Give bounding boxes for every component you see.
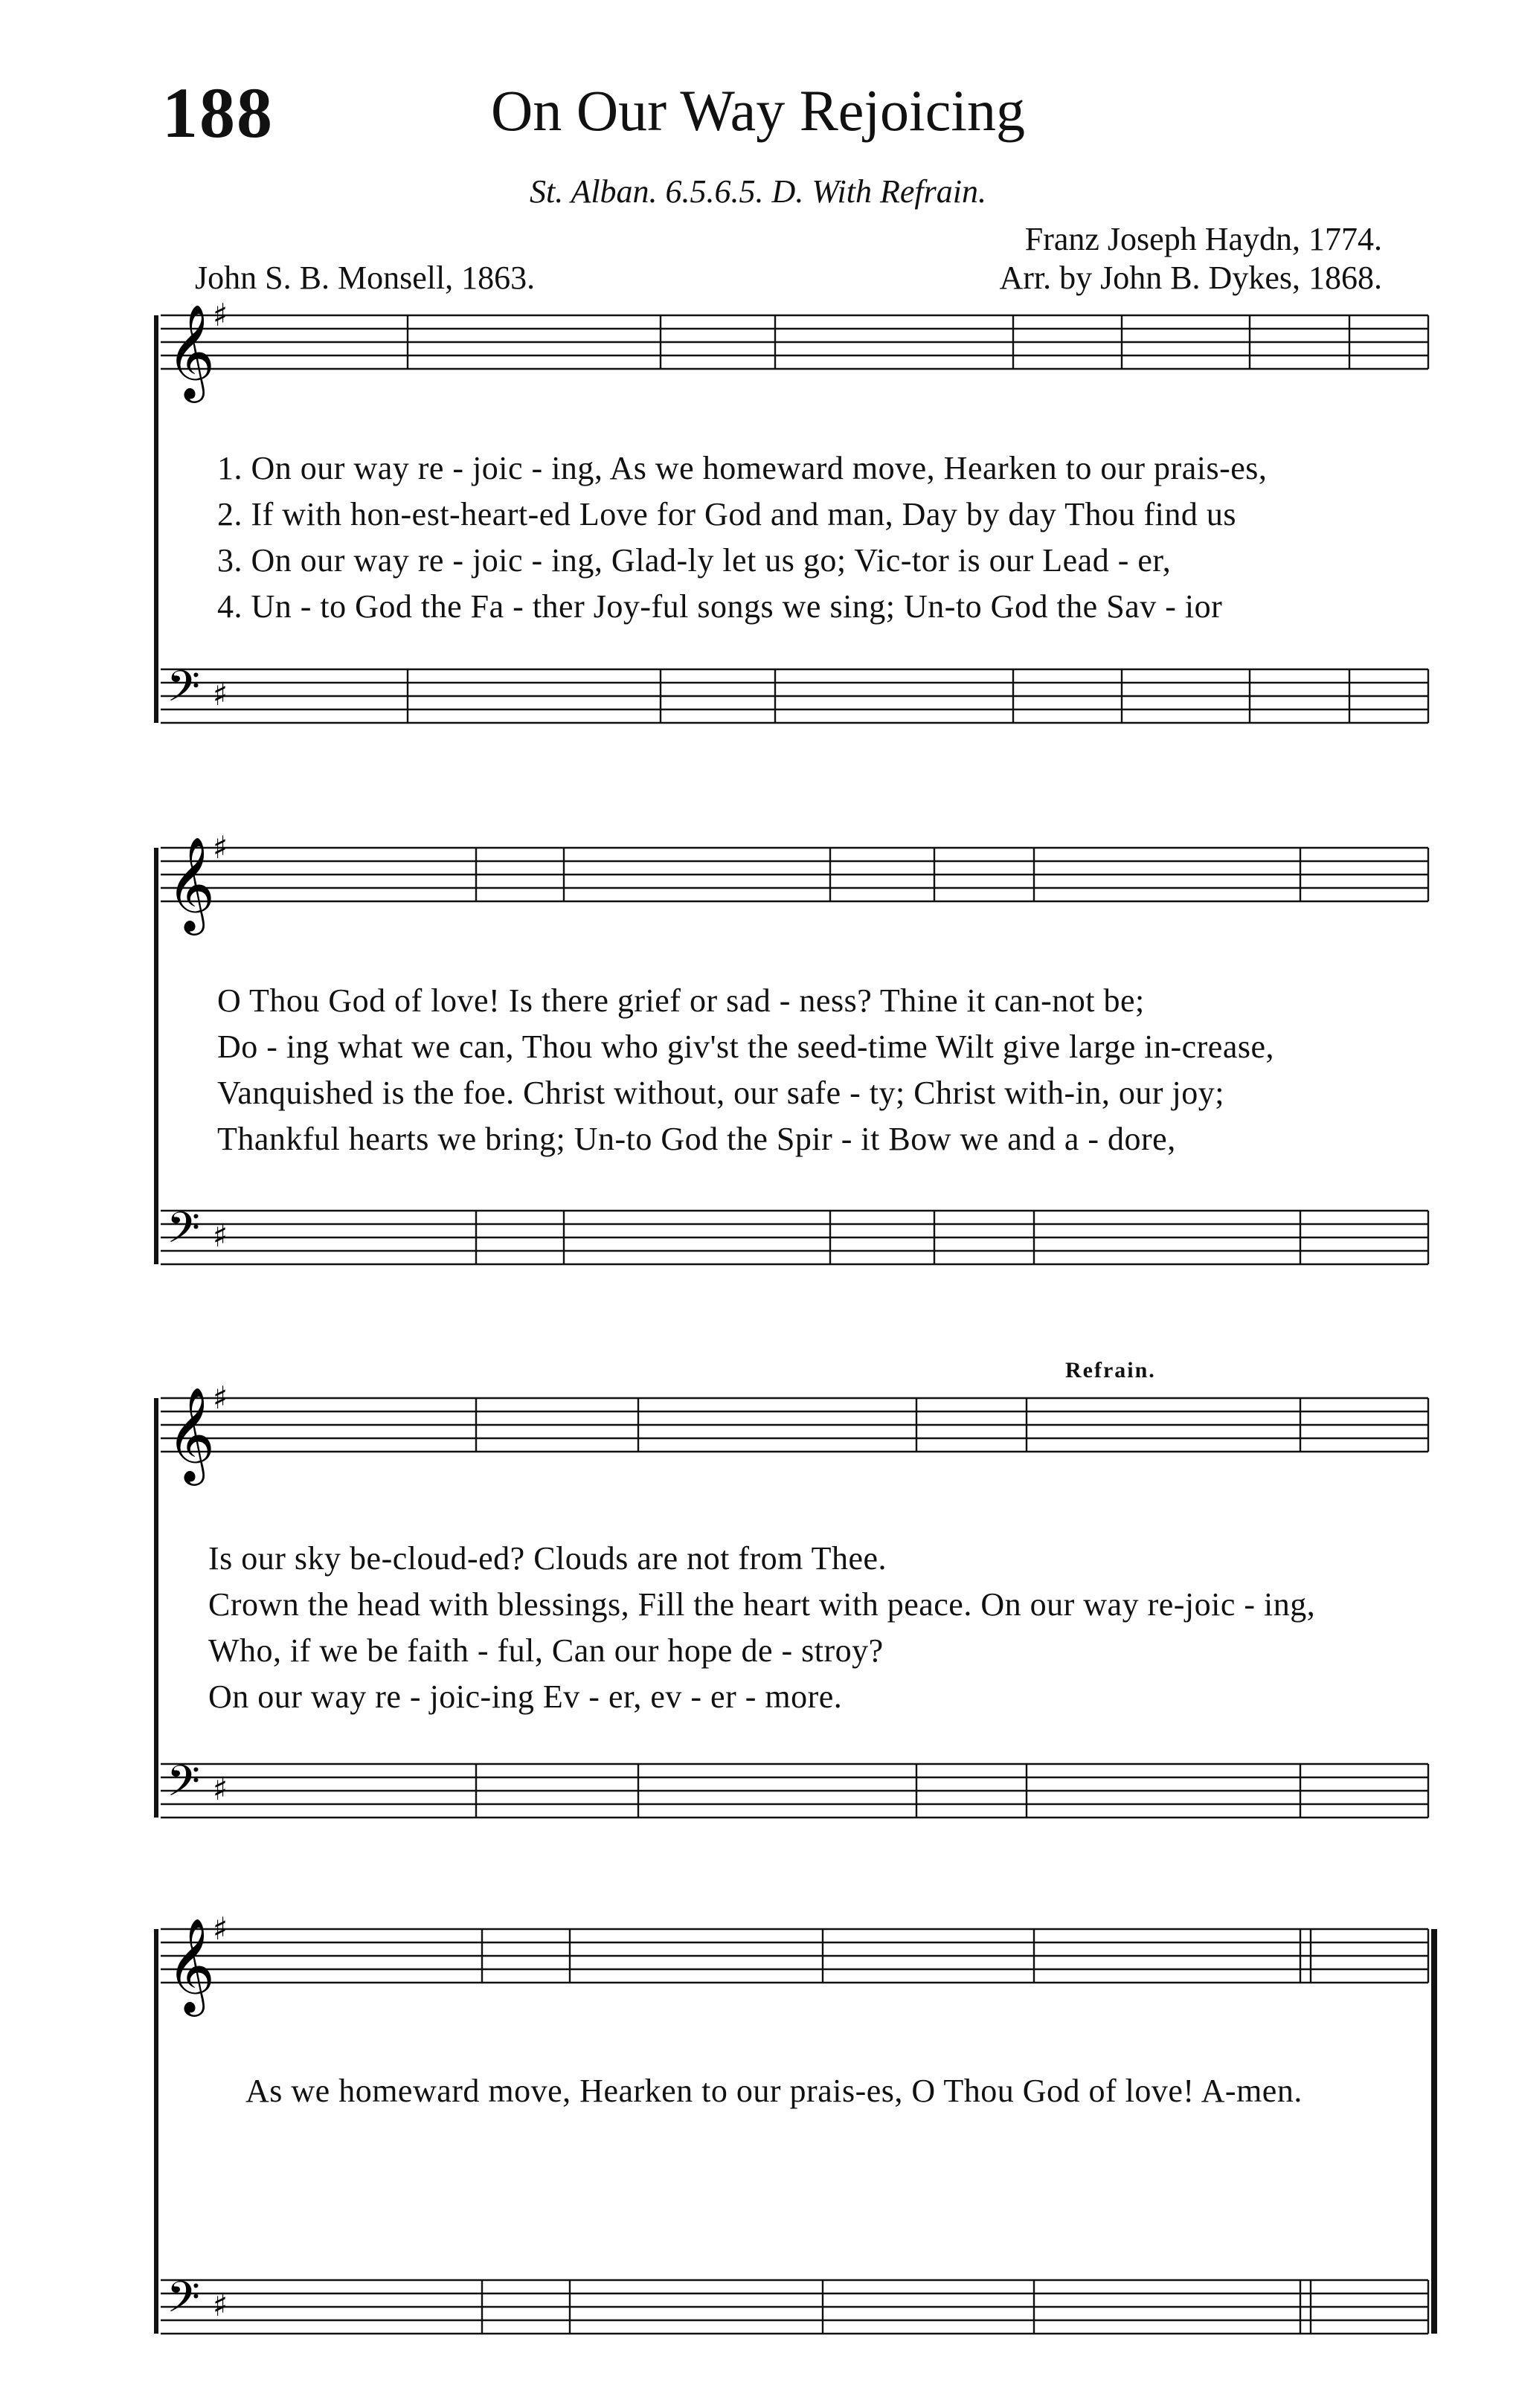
treble-clef: 𝄞 (167, 303, 216, 399)
lyric-line: On our way re - joic-ing Ev - er, ev - er - more. (208, 1678, 843, 1715)
key-signature-sharp: ♯ (213, 829, 228, 866)
key-signature-sharp: ♯ (213, 1217, 228, 1254)
treble-clef: 𝄞 (167, 1386, 216, 1481)
lyric-line: O Thou God of love! Is there grief or sad - ness? Thine it can-not be; (217, 982, 1145, 1019)
treble-clef: 𝄞 (167, 1917, 216, 2012)
lyric-line: Who, if we be faith - ful, Can our hope de - stroy? (208, 1632, 884, 1669)
lyric-line: 3. On our way re - joic - ing, Glad-ly let us go; Vic-tor is our Lead - er, (217, 542, 1172, 579)
lyric-line: Thankful hearts we bring; Un-to God the Spir - it Bow we and a - dore, (217, 1121, 1176, 1157)
hymn-title: On Our Way Rejoicing (491, 78, 1025, 143)
treble-clef: 𝄞 (167, 836, 216, 931)
bass-clef: 𝄢 (167, 2272, 201, 2333)
lyric-line: 4. Un - to God the Fa - ther Joy-ful songs we sing; Un-to God the Sav - ior (217, 588, 1223, 625)
lyric-line: Do - ing what we can, Thou who giv'st the seed-time Wilt give large in-crease, (217, 1028, 1275, 1065)
lyric-line: 2. If with hon-est-heart-ed Love for God and man, Day by day Thou find us (217, 496, 1237, 532)
bass-clef: 𝄢 (167, 1756, 201, 1817)
tune-meter-line: St. Alban. 6.5.6.5. D. With Refrain. (530, 173, 986, 210)
refrain-label: Refrain. (1065, 1358, 1156, 1382)
key-signature-sharp: ♯ (213, 1771, 228, 1807)
key-signature-sharp: ♯ (213, 1380, 228, 1416)
key-signature-sharp: ♯ (213, 2287, 228, 2323)
lyric-line: As we homeward move, Hearken to our prais-es, O Thou God of love! A-men. (245, 2073, 1303, 2109)
key-signature-sharp: ♯ (213, 676, 228, 712)
lyric-line: 1. On our way re - joic - ing, As we homeward move, Hearken to our prais-es, (217, 450, 1268, 486)
lyric-line: Vanquished is the foe. Christ without, our safe - ty; Christ with-in, our joy; (217, 1075, 1224, 1111)
lyric-line: Is our sky be-cloud-ed? Clouds are not from Thee. (208, 1540, 887, 1577)
bass-clef: 𝄢 (167, 1203, 201, 1263)
key-signature-sharp: ♯ (213, 297, 228, 333)
key-signature-sharp: ♯ (213, 1910, 228, 1947)
hymn-number: 188 (162, 73, 274, 152)
lyric-line: Crown the head with blessings, Fill the heart with peace. On our way re-joic - ing, (208, 1586, 1316, 1623)
bass-clef: 𝄢 (167, 661, 201, 722)
composer-credit: Franz Joseph Haydn, 1774. (1024, 221, 1382, 257)
author-credit: John S. B. Monsell, 1863. (195, 260, 536, 296)
arranger-credit: Arr. by John B. Dykes, 1868. (999, 260, 1382, 296)
